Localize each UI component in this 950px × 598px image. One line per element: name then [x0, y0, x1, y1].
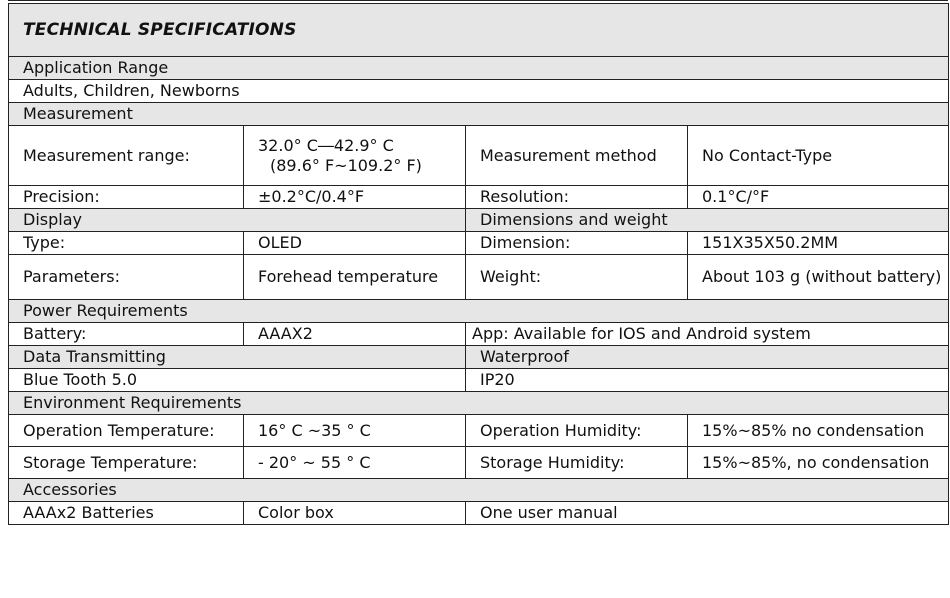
- precision-value: ±0.2°C/0.4°F: [244, 186, 466, 209]
- accessory-color-box: Color box: [244, 502, 466, 525]
- display-type-label: Type:: [9, 232, 244, 255]
- display-parameters-value: Forehead temperature: [244, 255, 466, 300]
- power-header: Power Requirements: [9, 300, 949, 323]
- accessory-batteries: AAAx2 Batteries: [9, 502, 244, 525]
- storage-humidity-value: 15%~85%, no condensation: [688, 447, 949, 479]
- measurement-range-fahrenheit: (89.6° F~109.2° F): [270, 155, 422, 175]
- accessory-user-manual: One user manual: [466, 502, 949, 525]
- storage-temperature-label: Storage Temperature:: [9, 447, 244, 479]
- spec-title: TECHNICAL SPECIFICATIONS: [9, 4, 949, 57]
- application-range-value: Adults, Children, Newborns: [9, 80, 949, 103]
- battery-value: AAAX2: [244, 323, 466, 346]
- resolution-label: Resolution:: [466, 186, 688, 209]
- measurement-range-celsius: 32.0° C―42.9° C: [258, 135, 394, 155]
- operation-temperature-label: Operation Temperature:: [9, 415, 244, 447]
- battery-label: Battery:: [9, 323, 244, 346]
- storage-humidity-label: Storage Humidity:: [466, 447, 688, 479]
- measurement-header: Measurement: [9, 103, 949, 126]
- resolution-value: 0.1°C/°F: [688, 186, 949, 209]
- display-header: Display: [9, 209, 466, 232]
- accessories-header: Accessories: [9, 479, 949, 502]
- dimensions-header: Dimensions and weight: [466, 209, 949, 232]
- waterproof-value: IP20: [466, 369, 949, 392]
- measurement-range-label: Measurement range:: [9, 126, 244, 186]
- environment-header: Environment Requirements: [9, 392, 949, 415]
- measurement-method-value: No Contact-Type: [688, 126, 949, 186]
- storage-temperature-value: - 20° ~ 55 ° C: [244, 447, 466, 479]
- operation-humidity-value: 15%~85% no condensation: [688, 415, 949, 447]
- measurement-method-label: Measurement method: [466, 126, 688, 186]
- app-availability: App: Available for IOS and Android system: [466, 323, 949, 346]
- dimension-label: Dimension:: [466, 232, 688, 255]
- application-range-header: Application Range: [9, 57, 949, 80]
- spec-sheet: [8, 3, 948, 525]
- display-type-value: OLED: [244, 232, 466, 255]
- operation-humidity-label: Operation Humidity:: [466, 415, 688, 447]
- weight-value: About 103 g (without battery): [688, 255, 949, 300]
- spec-table: [8, 3, 949, 525]
- operation-temperature-value: 16° C ~35 ° C: [244, 415, 466, 447]
- measurement-range-value: [244, 126, 466, 186]
- precision-label: Precision:: [9, 186, 244, 209]
- display-parameters-label: Parameters:: [9, 255, 244, 300]
- data-transmitting-header: Data Transmitting: [9, 346, 466, 369]
- weight-label: Weight:: [466, 255, 688, 300]
- data-transmitting-value: Blue Tooth 5.0: [9, 369, 466, 392]
- waterproof-header: Waterproof: [466, 346, 949, 369]
- dimension-value: 151X35X50.2MM: [688, 232, 949, 255]
